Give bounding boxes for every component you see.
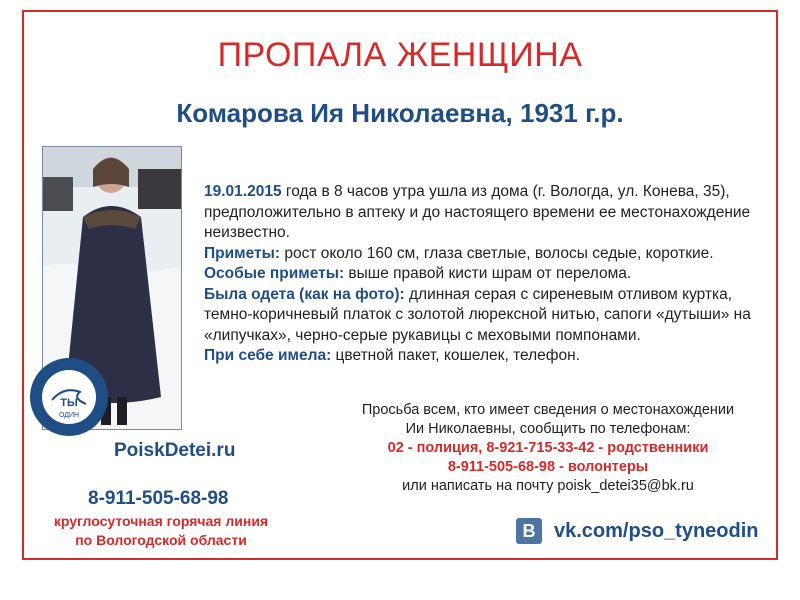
missing-date: 19.01.2015 xyxy=(204,183,282,200)
signs-paragraph xyxy=(204,244,782,265)
signs-label: Приметы: xyxy=(204,244,281,262)
signs-text: рост около 160 см, глаза светлые, волосы седые, короткие. xyxy=(280,244,714,262)
clothes-text: длинная серая с сиреневым отливом куртка, темно-коричневый платок с золотой люрексной нитью, сапоги «дутыши» на «липучках», черно-серые рукавицы с меховыми помпонами. xyxy=(204,285,751,344)
items-label: При себе имела: xyxy=(204,347,332,364)
case-details xyxy=(204,182,782,367)
circumstances-text: года в 8 часов утра ушла из дома (г. Вологда, ул. Конева, 35), предположительно в аптеку и до настоящего времени ее местонахождение неизвестно. xyxy=(204,183,751,241)
hotline-phone: 8-911-505-68-98 xyxy=(88,488,229,509)
special-signs-text: выше правой кисти шрам от перелома. xyxy=(344,265,632,282)
items-text: цветной пакет, кошелек, телефон. xyxy=(331,347,581,364)
vk-logo-icon: В xyxy=(516,518,542,544)
special-signs-paragraph xyxy=(204,264,782,285)
contact-phones-volunteers: 8-911-505-68-98 - волонтеры xyxy=(447,459,649,475)
missing-person-name: Комарова Ия Николаевна, 1931 г.р. xyxy=(176,98,624,128)
svg-text:ТЫ: ТЫ xyxy=(60,397,78,409)
vk-link[interactable] xyxy=(516,518,759,544)
contact-line-1: Просьба всем, кто имеет сведения о местонахождении xyxy=(361,402,735,418)
org-website-link[interactable]: PoiskDetei.ru xyxy=(114,440,236,461)
contact-phones-police-relatives: 02 - полиция, 8-921-715-33-42 - родственники xyxy=(387,440,709,456)
vk-link-text[interactable]: vk.com/pso_tyneodin xyxy=(554,519,759,542)
hotline-desc-line-1: круглосуточная горячая линия xyxy=(53,513,269,529)
contact-request xyxy=(328,401,768,496)
clothes-label: Была одета (как на фото): xyxy=(204,285,405,303)
organization-seal-logo xyxy=(28,356,110,438)
contact-line-2: Ии Николаевны, сообщить по телефонам: xyxy=(405,421,691,437)
contact-email-line: или написать на почту poisk_detei35@bk.ru xyxy=(402,478,694,494)
items-paragraph xyxy=(204,346,782,367)
circumstances-paragraph xyxy=(204,182,782,244)
svg-text:ОДИН: ОДИН xyxy=(58,412,80,419)
hotline-desc-line-2: по Вологодской области xyxy=(75,532,247,548)
hotline-description xyxy=(42,512,280,550)
clothes-paragraph xyxy=(204,285,782,347)
special-signs-label: Особые приметы: xyxy=(204,265,345,282)
poster-title: ПРОПАЛА ЖЕНЩИНА xyxy=(217,36,583,74)
